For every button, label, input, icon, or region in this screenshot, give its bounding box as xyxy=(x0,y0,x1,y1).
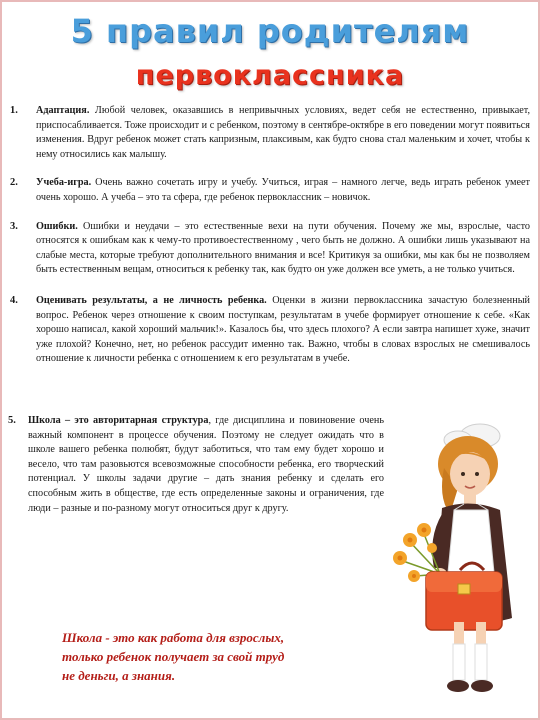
rule-body xyxy=(36,294,530,367)
rule-item-2 xyxy=(10,176,530,205)
rule-title: Адаптация. xyxy=(36,105,90,116)
rule-title: Школа – это авторитарная структура xyxy=(28,415,209,426)
rule-item-4 xyxy=(10,294,530,367)
rule-text: Любой человек, оказавшись в непривычных условиях, ведет себя не естественно, привыкает, приспосабливается. Тоже происходит и с ребенком, поэтому в сентябре-октябре в его поведении могут появиться изменения. Вдруг ребенок может стать капризным, плаксивым, как будто снова стал маленьким и хочет, чтобы к нему относились как малышу. xyxy=(36,105,530,160)
rule-title: Ошибки. xyxy=(36,220,78,232)
page-subtitle: первоклассника xyxy=(135,60,405,91)
rule-text: , где дисциплина и повиновение очень важный компонент в процессе обучения. Поэтому не следует ожидать что в школе вашего ребенка полюбят, будут заботиться, что там ему будет хорошо и весело, что там разовьются всевозможные способности ребенка, его творческий потенциал. У школы задачи другие – дать знания ребенку и сделать его способным жить в обществе, где есть определенные законы и ограничения, где люди – разные и по-разному могут относиться друг к другу. xyxy=(28,415,384,514)
closing-quote xyxy=(62,628,392,685)
rule-number: 4. xyxy=(10,294,18,306)
rule-item-5 xyxy=(8,414,384,516)
schoolgirl-with-flowers-and-satchel-icon xyxy=(388,418,538,718)
rule-text: Ошибки и неудачи – это естественные вехи на пути обучения. Почему же мы, взрослые, часто относятся к ошибкам как к чему-то противоестественному , чего быть не должно. А ошибки лишь указывают на слабые места, которые требуют дополнительного внимания и все! Критикуя за ошибки, мы как бы не позволяем быть естественным вещам, относиться к ребенку так, как будто он уже должен все уметь, а не только учиться. xyxy=(36,220,530,276)
quote-line-3: не деньги, а знания. xyxy=(62,668,176,683)
rule-title: Оценивать результаты, а не личность ребенка. xyxy=(36,294,267,306)
rule-title: Учеба-игра. xyxy=(36,177,92,189)
rule-body xyxy=(36,220,530,278)
rule-number: 2. xyxy=(10,177,18,189)
rule-item-1 xyxy=(10,104,530,162)
rule-text: Очень важно сочетать игру и учебу. Учиться, играя – намного легче, ведь играть ребенок умеет очень хорошо. А учеба – это та сфера, где ребенок первоклассник – новичок. xyxy=(36,177,530,203)
rule-text: Оценки в жизни первоклассника зачастую болезненный вопрос. Ребенок через отношение к своим поступкам, результатам в учебе формирует отношение к себе. «Как хорошо написал, какой хороший мальчик!». Казалось бы, что здесь плохого? А если завтра напишет хуже, значит уже плохой? Конечно, нет, но ребенок рассудит именно так. Важно, чтобы в словах взрослых не смешивалось отношение к личности ребенка с отношением к его результатам в учебе. xyxy=(36,294,531,365)
quote-line-1: Школа - это как работа для взрослых, xyxy=(62,630,285,645)
rule-item-3 xyxy=(10,220,530,278)
rule-number: 3. xyxy=(10,220,18,232)
rules-list xyxy=(10,104,530,367)
page-title: 5 правил родителям xyxy=(70,12,470,50)
rule-body xyxy=(28,414,384,516)
quote-line-2: только ребенок получает за свой труд xyxy=(62,649,285,664)
rule-number: 5. xyxy=(8,415,16,426)
page-header xyxy=(0,10,540,96)
rule-body xyxy=(36,176,530,205)
rule-body xyxy=(36,104,530,162)
rule-number: 1. xyxy=(10,105,18,116)
